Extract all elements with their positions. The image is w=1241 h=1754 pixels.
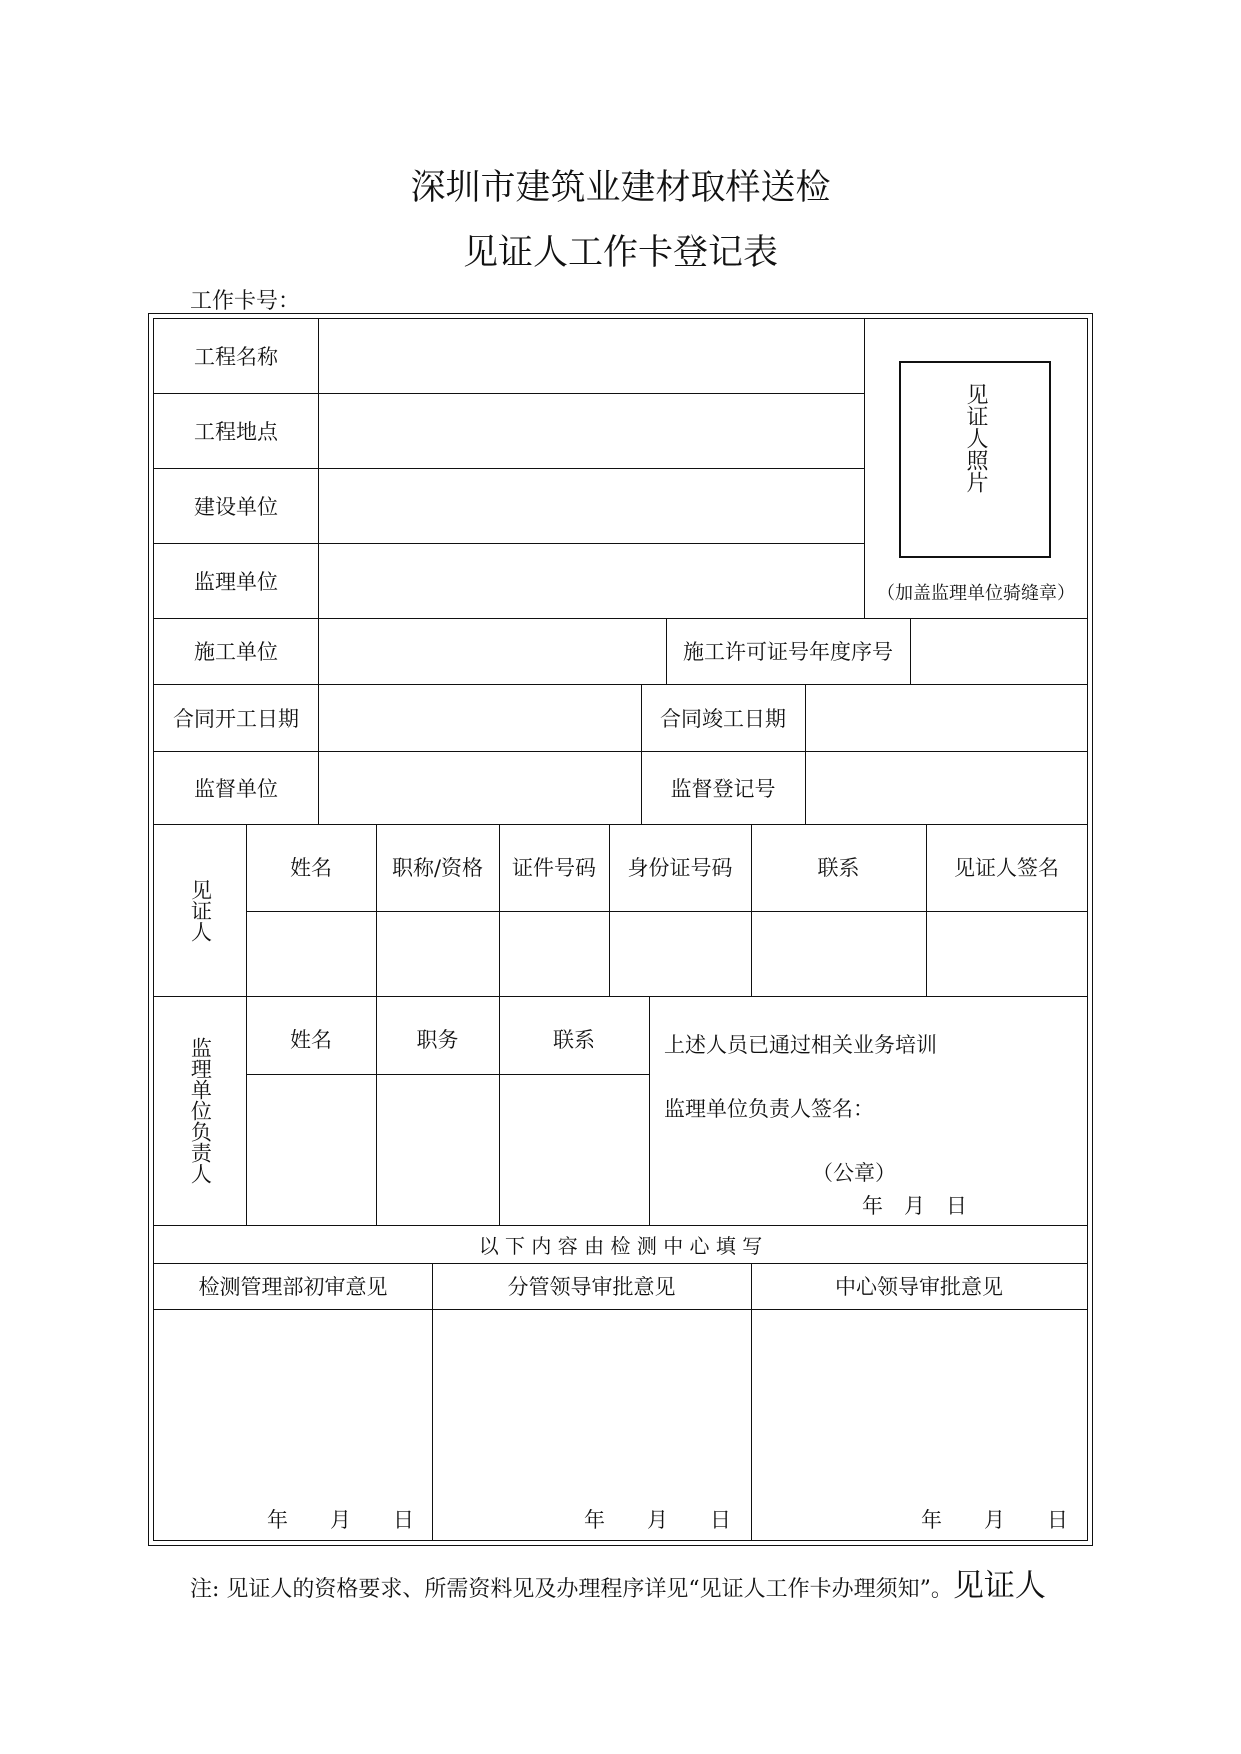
center-fill-banner: 以 下 内 容 由 检 测 中 心 填 写 [478, 1233, 763, 1258]
oversight-registration-label: 监督登记号 [670, 776, 776, 801]
registration-table-border [148, 313, 1093, 1546]
witness-title-header: 职称/资格 [391, 856, 484, 880]
supervisor-signature-label: 监理单位负责人签名： [664, 1097, 874, 1121]
supervisor-contact-header: 联系 [553, 1028, 595, 1052]
witness-photo-label: 见证人照片 [962, 383, 988, 493]
contract-start-date-field[interactable] [319, 685, 640, 750]
deputy-approval-date: 年 月 日 [584, 1508, 731, 1532]
builder-field[interactable] [319, 469, 863, 542]
witness-cert-header: 证件号码 [512, 856, 596, 880]
official-seal-label: （公章） [812, 1161, 896, 1185]
project-name-field[interactable] [319, 320, 863, 392]
row-divider [154, 1309, 1087, 1310]
contractor-field[interactable] [319, 619, 665, 683]
deputy-approval-header: 分管领导审批意见 [507, 1275, 676, 1299]
initial-review-header: 检测管理部初审意见 [198, 1275, 388, 1299]
center-leader-approval-header: 中心领导审批意见 [835, 1275, 1003, 1299]
card-number-label: 工作卡号： [190, 289, 301, 314]
project-location-label: 工程地点 [194, 419, 278, 444]
seal-note: （加盖监理单位骑缝章） [877, 583, 1075, 604]
contract-end-date-field[interactable] [806, 685, 1086, 750]
builder-label: 建设单位 [194, 494, 278, 519]
supervisor-date: 年 月 日 [862, 1194, 967, 1218]
permit-number-field[interactable] [911, 619, 1086, 683]
footer-note-text: 注: 见证人的资格要求、所需资料见及办理程序详见“见证人工作卡办理须知”。 [190, 1577, 953, 1602]
supervisor-name-header: 姓名 [290, 1028, 332, 1052]
form-title: 深圳市建筑业建材取样送检 [410, 168, 831, 208]
oversight-unit-field[interactable] [319, 752, 640, 823]
contract-end-date-label: 合同竣工日期 [660, 706, 786, 731]
training-statement: 上述人员已通过相关业务培训 [664, 1033, 937, 1057]
witness-contact-header: 联系 [817, 856, 860, 880]
project-name-label: 工程名称 [194, 345, 278, 369]
witness-signature-header: 见证人签名 [954, 856, 1059, 880]
column-divider [864, 319, 865, 618]
registration-table [153, 318, 1088, 1541]
contract-start-date-label: 合同开工日期 [173, 706, 299, 731]
supervisor-head-section-label: 监理单位负责人 [188, 1037, 213, 1184]
row-divider [246, 1074, 649, 1075]
supervisor-unit-label: 监理单位 [194, 569, 278, 594]
form-subtitle: 见证人工作卡登记表 [462, 233, 778, 273]
oversight-unit-label: 监督单位 [194, 776, 278, 801]
column-divider [649, 996, 650, 1225]
footer-note [190, 1560, 1046, 1605]
contractor-label: 施工单位 [194, 640, 278, 664]
supervisor-unit-field[interactable] [319, 544, 863, 617]
permit-number-label: 施工许可证号年度序号 [683, 640, 893, 664]
supervisor-position-header: 职务 [416, 1028, 459, 1052]
project-location-field[interactable] [319, 394, 863, 467]
initial-review-date: 年 月 日 [267, 1508, 414, 1532]
witness-id-header: 身份证号码 [627, 856, 733, 880]
witness-photo-box [899, 361, 1051, 558]
row-divider [246, 911, 1087, 912]
oversight-registration-field[interactable] [806, 752, 1086, 823]
center-leader-approval-date: 年 月 日 [921, 1508, 1068, 1532]
witness-name-header: 姓名 [290, 856, 332, 880]
witness-section-label: 见证人 [188, 878, 213, 942]
footer-note-tail: 见证人 [952, 1568, 1046, 1604]
